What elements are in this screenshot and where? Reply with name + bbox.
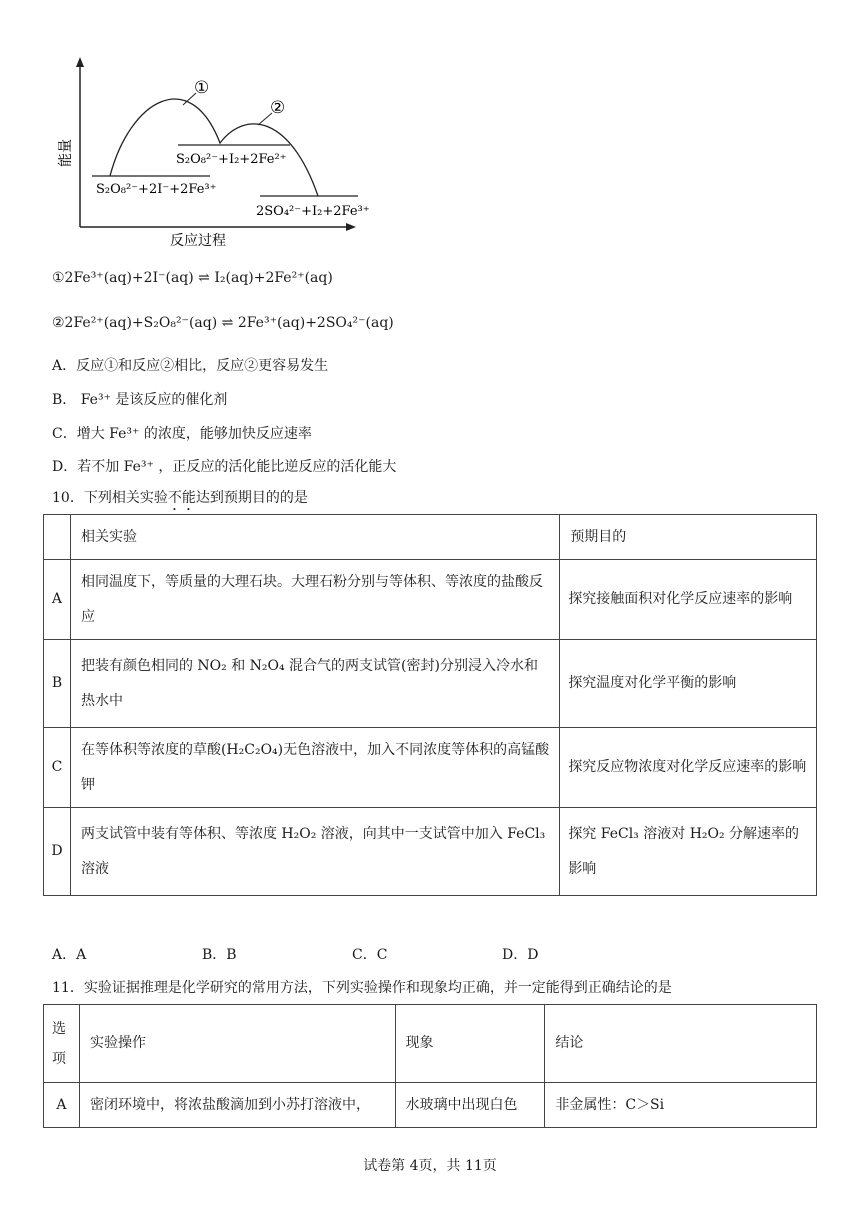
- q9-option-a[interactable]: A．反应①和反应②相比，反应②更容易发生: [52, 358, 329, 374]
- table-row: [44, 808, 817, 896]
- q10-option-c[interactable]: C．C: [352, 947, 388, 963]
- row-operation: 密闭环境中，将浓盐酸滴加到小苏打溶液中，: [79, 1083, 395, 1128]
- row-experiment: 在等体积等浓度的草酸(H₂C₂O₄)无色溶液中，加入不同浓度等体积的高锰酸钾: [70, 728, 559, 808]
- header-option: 选项: [44, 1005, 80, 1083]
- q10-option-a[interactable]: A．A: [52, 947, 87, 963]
- header-phenomenon: 现象: [395, 1005, 545, 1083]
- q10-option-d[interactable]: D．D: [502, 947, 539, 963]
- row-purpose: 探究温度对化学平衡的影响: [560, 640, 817, 728]
- y-axis-label: 能量: [58, 139, 74, 167]
- q10-stem-suffix: 达到预期目的的是: [195, 490, 308, 506]
- table-row: [44, 1083, 817, 1128]
- row-label-b: B: [44, 640, 71, 728]
- q10-option-b[interactable]: B．B: [202, 947, 237, 963]
- q11-stem: 11．实验证据推理是化学研究的常用方法，下列实验操作和现象均正确，并一定能得到正确结论的是: [52, 980, 672, 996]
- row-label-a: A: [44, 1083, 80, 1128]
- table-row: [44, 640, 817, 728]
- q9-option-b[interactable]: B． Fe³⁺ 是该反应的催化剂: [52, 392, 228, 408]
- reaction-1: ①2Fe³⁺(aq)+2I⁻(aq) ⇌ I₂(aq)+2Fe²⁺(aq): [52, 270, 333, 286]
- peak1-label: ①: [194, 78, 210, 98]
- q9-option-d[interactable]: D．若不加 Fe³⁺ ，正反应的活化能比逆反应的活化能大: [52, 459, 397, 475]
- row-label-c: C: [44, 728, 71, 808]
- page-footer: 试卷第 4页，共 11页: [363, 1158, 497, 1174]
- level2-label: S₂O₈²⁻+I₂+2Fe²⁺: [176, 152, 287, 167]
- q10-stem-emphasis: 不能: [167, 490, 196, 506]
- header-blank: [44, 515, 71, 560]
- row-phenomenon: 水玻璃中出现白色: [395, 1083, 545, 1128]
- q11-table: [43, 1004, 817, 1128]
- row-purpose: 探究接触面积对化学反应速率的影响: [560, 560, 817, 640]
- row-experiment: 相同温度下，等质量的大理石块。大理石粉分别与等体积、等浓度的盐酸反应: [70, 560, 559, 640]
- header-conclusion: 结论: [545, 1005, 817, 1083]
- table-header-row: [44, 515, 817, 560]
- q10-options: [52, 944, 652, 964]
- row-experiment: 把装有颜色相同的 NO₂ 和 N₂O₄ 混合气的两支试管(密封)分别浸入冷水和热水中: [70, 640, 559, 728]
- q10-stem: [52, 487, 308, 514]
- header-operation: 实验操作: [79, 1005, 395, 1083]
- peak2-label: ②: [270, 98, 286, 118]
- x-axis-arrow: [346, 223, 356, 231]
- row-purpose: 探究 FeCl₃ 溶液对 H₂O₂ 分解速率的影响: [560, 808, 817, 896]
- reaction-2: ②2Fe²⁺(aq)+S₂O₈²⁻(aq) ⇌ 2Fe³⁺(aq)+2SO₄²⁻(aq): [52, 315, 394, 331]
- row-label-a: A: [44, 560, 71, 640]
- table-row: [44, 560, 817, 640]
- q10-stem-prefix: 10．下列相关实验: [52, 490, 168, 506]
- level3-label: 2SO₄²⁻+I₂+2Fe³⁺: [256, 204, 370, 219]
- header-experiment: 相关实验: [70, 515, 559, 560]
- y-axis-arrow: [76, 57, 84, 67]
- x-axis-label: 反应过程: [170, 233, 226, 249]
- row-experiment: 两支试管中装有等体积、等浓度 H₂O₂ 溶液，向其中一支试管中加入 FeCl₃ 溶液: [70, 808, 559, 896]
- table-row: [44, 728, 817, 808]
- level1-label: S₂O₈²⁻+2I⁻+2Fe³⁺: [96, 182, 217, 197]
- q10-table: [43, 514, 817, 896]
- energy-diagram: [50, 55, 370, 255]
- table-header-row: [44, 1005, 817, 1083]
- row-conclusion: 非金属性：C＞Si: [545, 1083, 817, 1128]
- row-purpose: 探究反应物浓度对化学反应速率的影响: [560, 728, 817, 808]
- row-label-d: D: [44, 808, 71, 896]
- q9-option-c[interactable]: C．增大 Fe³⁺ 的浓度，能够加快反应速率: [52, 426, 312, 442]
- header-purpose: 预期目的: [560, 515, 817, 560]
